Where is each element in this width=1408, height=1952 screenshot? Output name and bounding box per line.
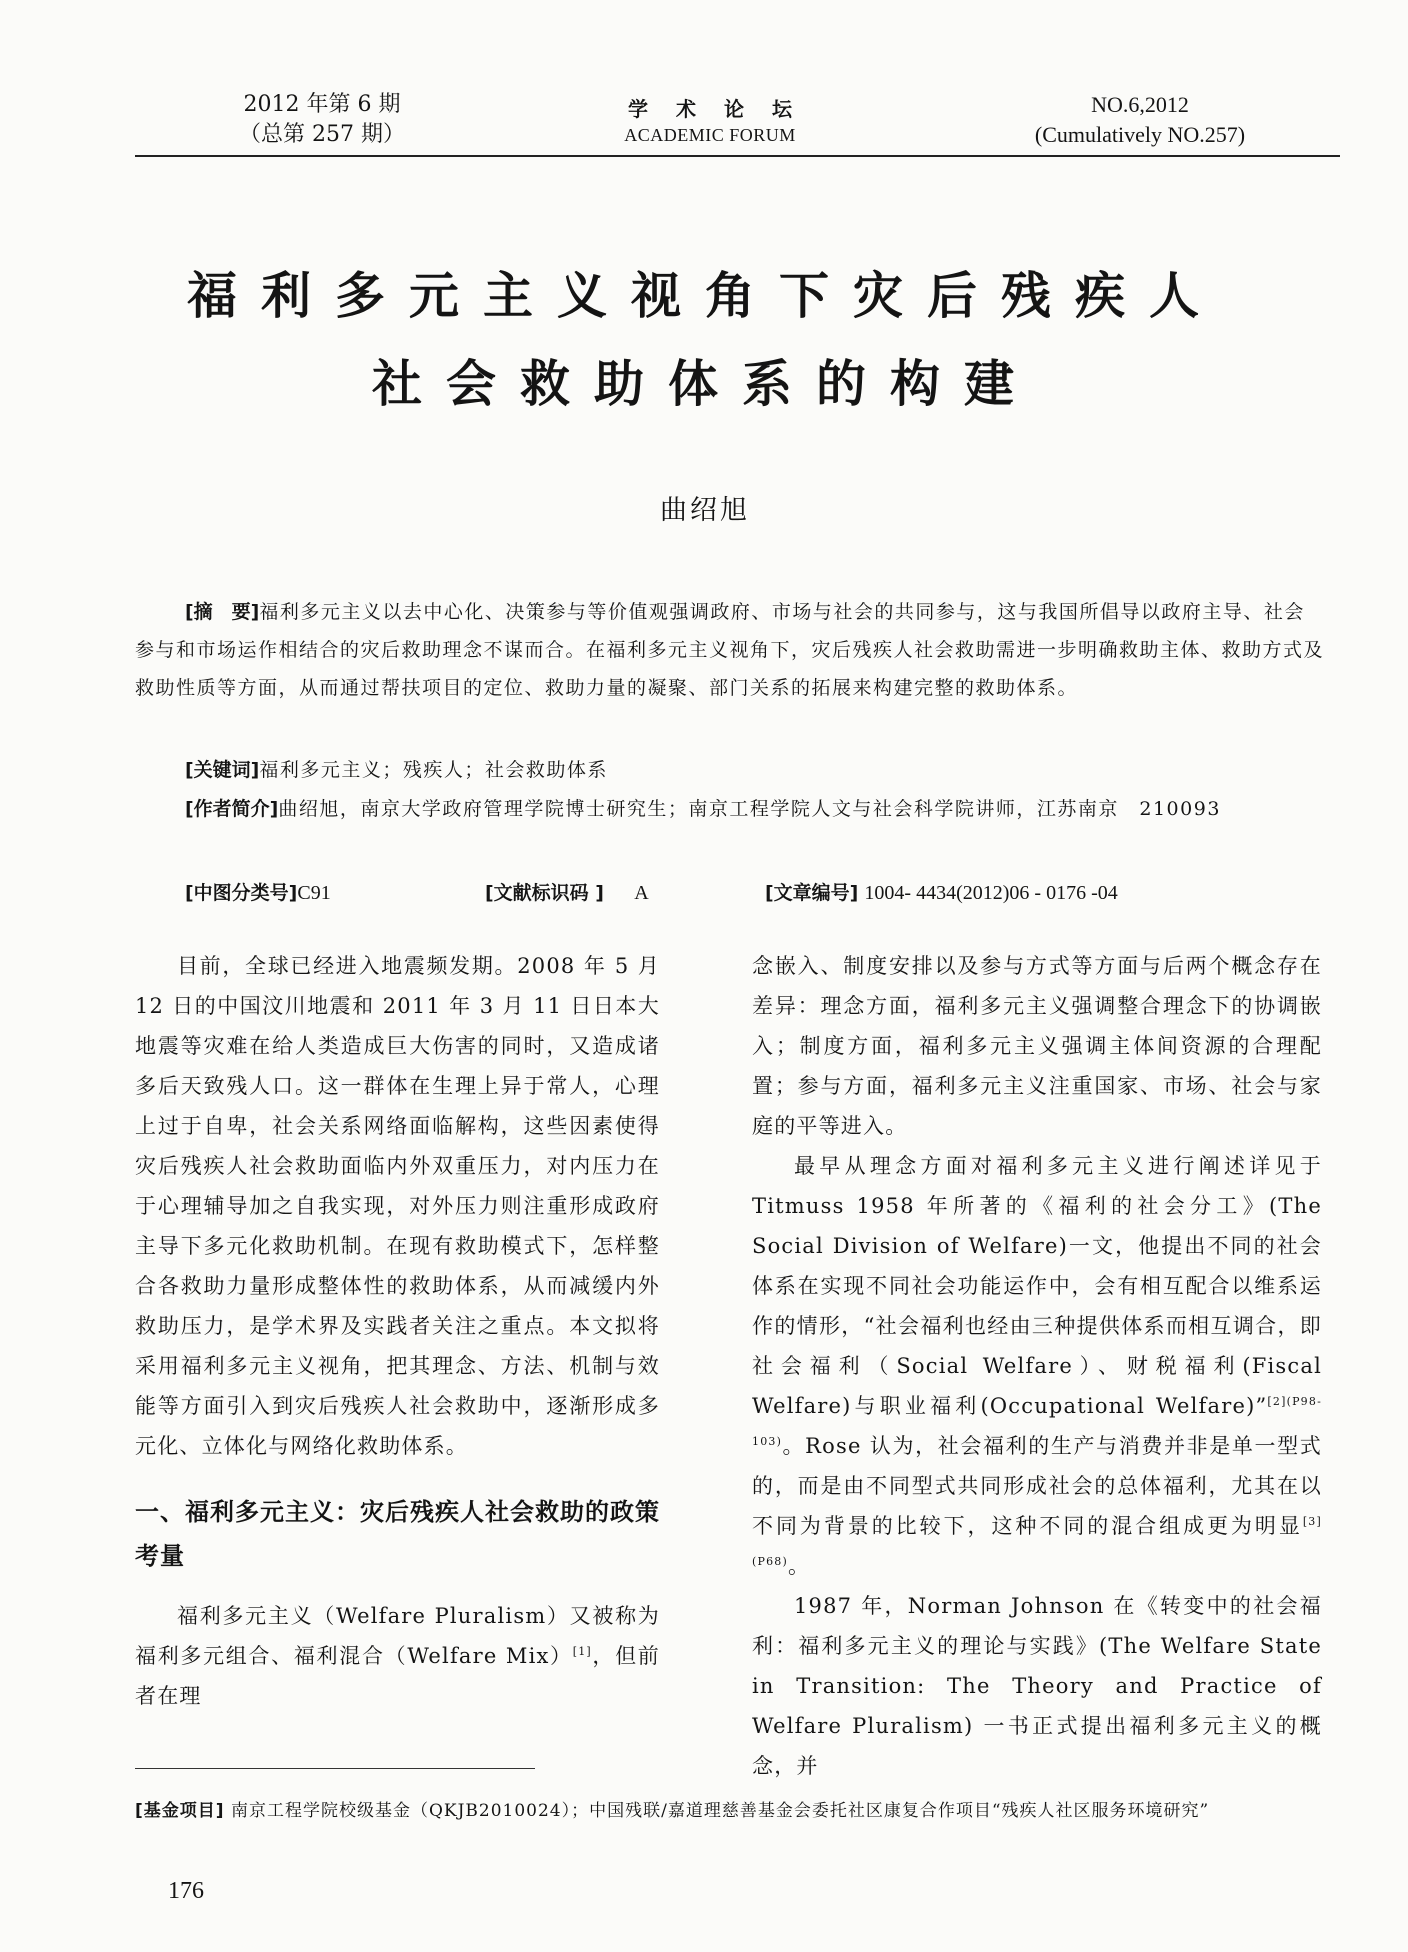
author-bio-text: 曲绍旭，南京大学政府管理学院博士研究生；南京工程学院人文与社会科学院讲师，江苏南京 210093	[278, 798, 1221, 820]
journal-name	[590, 96, 830, 148]
body-paragraph: 1987 年，Norman Johnson 在《转变中的社会福利：福利多元主义的理论与实践》(The Welfare State in Transition: The Theory and Practice of Welfare Pluralism) 一书正式提出福利多元主义的概念，并	[752, 1594, 1322, 1778]
document-code	[485, 878, 649, 905]
journal-issue-en	[990, 90, 1290, 150]
article-title	[140, 252, 1270, 428]
header-rule	[135, 155, 1340, 157]
document-code-value: A	[634, 882, 649, 904]
clc-number	[185, 878, 331, 905]
keywords-label: [关键词]	[185, 759, 260, 781]
page-number: 176	[168, 1878, 204, 1904]
paragraph-text: ，但前者在理	[135, 1644, 661, 1708]
body-column-right	[752, 946, 1322, 1786]
keywords-text: 福利多元主义；残疾人；社会救助体系	[259, 759, 608, 781]
abstract	[135, 593, 1325, 707]
clc-value: C91	[297, 882, 331, 904]
citation-marker: [3](P68)	[752, 1515, 1322, 1568]
journal-name-en: ACADEMIC FORUM	[624, 125, 796, 145]
funding-footnote	[135, 1792, 1330, 1830]
body-paragraph: 目前，全球已经进入地震频发期。2008 年 5 月 12 日的中国汶川地震和 2011 年 3 月 11 日日本大地震等灾难在给人类造成巨大伤害的同时，又造成诸多后天致残人口。这一群体在生理上异于常人，心理上过于自卑，社会关系网络面临解构，这些因素使得灾后残疾人社会救助面临内外双重压力，对内压力在于心理辅导加之自我实现，对外压力则注重形成政府主导下多元化救助机制。在现有救助模式下，怎样整合各救助力量形成整体性的救助体系，从而减缓内外救助压力，是学术界及实践者关注之重点。本文拟将采用福利多元主义视角，把其理念、方法、机制与效能等方面引入到灾后残疾人社会救助中，逐渐形成多元化、立体化与网络化救助体系。	[135, 954, 660, 1458]
issue-line-en: NO.6,2012	[1091, 92, 1189, 117]
body-paragraph: 念嵌入、制度安排以及参与方式等方面与后两个概念存在差异：理念方面，福利多元主义强调整合理念下的协调嵌入；制度方面，福利多元主义强调主体间资源的合理配置；参与方面，福利多元主义注重国家、市场、社会与家庭的平等进入。	[752, 954, 1322, 1138]
journal-issue	[212, 90, 432, 150]
keywords	[185, 751, 1325, 789]
abstract-label: [摘 要]	[185, 601, 260, 623]
journal-name-cn: 学术论坛	[628, 97, 820, 121]
article-number-value: 1004- 4434(2012)06 - 0176 -04	[864, 882, 1118, 904]
author-bio	[135, 790, 1325, 828]
paragraph-text: 最早从理念方面对福利多元主义进行阐述详见于 Titmuss 1958 年所著的《福利的社会分工》(The Social Division of Welfare)一文，他提出不同的社会体系在实现不同社会功能运作中，会有相互配合以维系运作的情形，“社会福利也经由三种提供体系而相互调合，即社会福利（Social Welfare）、财税福利(Fiscal Welfare)与职业福利(Occupational Welfare)”	[752, 1154, 1322, 1418]
clc-label: [中图分类号]	[185, 882, 298, 904]
title-line-1: 福利多元主义视角下灾后残疾人	[187, 266, 1223, 325]
citation-marker: [2](P98-103)	[752, 1395, 1322, 1448]
body-paragraph	[752, 1146, 1322, 1586]
funding-text: 南京工程学院校级基金（QKJB2010024）；中国残联/嘉道理慈善基金会委托社区康复合作项目“残疾人社区服务环境研究”	[230, 1801, 1210, 1821]
body-paragraph	[135, 1596, 660, 1716]
article-number-label: [文章编号]	[765, 882, 859, 904]
issue-line: 2012 年第 6 期	[243, 92, 401, 117]
author-name: 曲绍旭	[660, 495, 750, 526]
section-heading: 一、福利多元主义：灾后残疾人社会救助的政策考量	[135, 1498, 660, 1570]
paragraph-text: 。Rose 认为，社会福利的生产与消费并非是单一型式的，而是由不同型式共同形成社会的总体福利，尤其在以不同为背景的比较下，这种不同的混合组成更为明显	[752, 1434, 1322, 1538]
document-code-label: [文献标识码 ]	[485, 882, 604, 904]
cumulative-issue-line: （总第 257 期）	[239, 122, 405, 147]
title-line-2: 社会救助体系的构建	[372, 354, 1038, 413]
abstract-text: 福利多元主义以去中心化、决策参与等价值观强调政府、市场与社会的共同参与，这与我国所倡导以政府主导、社会参与和市场运作相结合的灾后救助理念不谋而合。在福利多元主义视角下，灾后残疾人社会救助需进一步明确救助主体、救助方式及救助性质等方面，从而通过帮扶项目的定位、救助力量的凝聚、部门关系的拓展来构建完整的救助体系。	[135, 601, 1325, 699]
author-bio-label: [作者简介]	[185, 798, 279, 820]
footnote-rule	[135, 1768, 535, 1769]
citation-marker: [1]	[572, 1645, 592, 1658]
paragraph-text: 。	[787, 1554, 811, 1578]
cumulative-issue-line-en: (Cumulatively NO.257)	[1034, 122, 1246, 147]
article-number	[765, 878, 1118, 905]
paragraph-text: 福利多元主义（Welfare Pluralism）又被称为福利多元组合、福利混合（Welfare Mix）	[135, 1604, 660, 1668]
body-column-left	[135, 946, 660, 1716]
funding-label: [基金项目]	[135, 1801, 225, 1821]
